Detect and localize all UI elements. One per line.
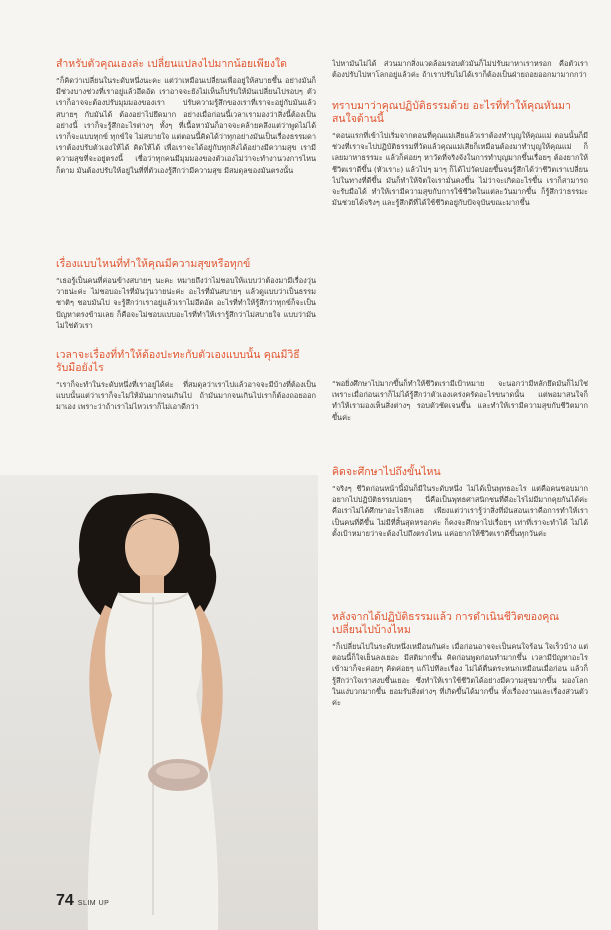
section-body: “ ก็คิดว่าเปลี่ยนในระดับหนึ่งนะคะ แต่ว่าเหมือนเปลี่ยนเพื่ออยู่ให้สบายขึ้น อย่างมันก็มีช่วงบางช่วงที่เราอยู่แล้วอึดอัด เราอาจจะยังไม่เห็นก็ปรับให้มันเปลี่ยนไปรอบๆ ตัว เราก็อาจจะต้องปรับมุมมองของเรา ปรับความรู้สึกของเราที่เราจะอยู่กับมันแล้วสบายๆ กับมันได้ ต้องอย่าไปยึดมาก อย่างเมื่อก่อนนี้เวลาเรามองว่าสิ่งนี้ต้องเป็นอย่างนี้ เราก็จะรู้สึกอะไรต่างๆ ทั้งๆ ที่เนื้อหามันก็อาจจะคล้ายคลึงแต่ว่าพูดไม่ได้ เราก็จะแบบทุกข์ ทุกข์ใจ ไม่สบายใจ แต่ตอนนี้คิดได้ว่าทุกอย่างมันเป็นเรื่องธรรมดา เราต้องปรับตัวเองให้ได้ คิดให้ได้ เพื่อเราจะได้อยู่กับทุกสิ่งได้อย่างมีความสุข เรามีความสุขที่จะอยู่ตรงนี้ เชื่อว่าทุกคนมีมุมมองของตัวเองไม่ว่าจะทำงานวงการไหนก็ตาม มันต้องปรับให้อยู่ในที่ที่ตัวเองรู้สึกว่ามีความสุข มีสมดุลของมันตรงนั้น (56, 75, 316, 250)
section-conflict (56, 349, 316, 439)
section-body: “ ก็เปลี่ยนไปในระดับหนึ่งเหมือนกันค่ะ เมื่อก่อนอาจจะเป็นคนใจร้อน ใจเร็วบ้าง แต่ตอนนี้ก็ใจเย็นลงเยอะ มีสติมากขึ้น คิดก่อนพูดก่อนทำมากขึ้น เวลามีปัญหาอะไรเข้ามาก็จะค่อยๆ คิดค่อยๆ แก้ไปทีละเรื่อง ไม่ได้ตื่นตระหนกเหมือนเมื่อก่อน แล้วก็รู้สึกว่าใจเราสงบขึ้นเยอะ ซึ่งทำให้เราใช้ชีวิตได้อย่างมีความสุขมากขึ้น มองโลกในแง่บวกมากขึ้น ยอมรับสิ่งต่างๆ ที่เกิดขึ้นได้มากขึ้น ทั้งเรื่องงานและเรื่องส่วนตัวค่ะ (332, 641, 588, 791)
left-column (56, 58, 316, 447)
section-heading: เรื่องแบบไหนที่ทำให้คุณมีความสุขหรือทุกข์ (56, 258, 251, 270)
section-body: “ เราก็จะทำในระดับหนึ่งที่เราอยู่ได้ค่ะ ที่สมดุลว่าเราไปแล้วอาจจะมีบ้างที่ต้องเป็นแบบนั้นแต่ว่าเราก็จะไม่ให้มันมากจนเกินไป ถ้ามันมากจนเกินไปเราก็ต้องถอยออกมาเอง เพราะว่าถ้าเราไม่ไหวเราก็ไม่เอาดีกว่า (56, 379, 316, 439)
right-column (332, 58, 588, 799)
section-heading: เวลาจะเรื่องที่ทำให้ต้องปะทะกับตัวเองแบบนั้น คุณมีวิธีรับมือยังไร (56, 349, 300, 374)
page-number: 74 (56, 892, 74, 909)
section-heading: หลังจากได้ปฏิบัติธรรมแล้ว การดำเนินชีวิตของคุณเปลี่ยนไปบ้างไหม (332, 611, 560, 636)
section-happiness (56, 258, 316, 341)
section-heading: สำหรับตัวคุณเองล่ะ เปลี่ยนแปลงไปมากน้อยเพียงใด (56, 58, 287, 70)
section-body: “ จริงๆ ชีวิตก่อนหน้านี้มันก็มีในระดับหนึ่ง ไม่ได้เป็นพุทธอะไร แต่คือคนชอบมากอยากไปปฏิบัติธรรมบ่อยๆ นี่คือเป็นพุทธศาสนิกชนที่ดีอะไรไม่มีมากคุยกันได้ค่ะ คือเราไม่ได้ศึกษาอะไรลึกเลย เพียงแต่ว่าเรารู้ว่าสิ่งที่มันสอนเราคือการทำให้เราเป็นคนที่ดีขึ้น ไม่มีที่สิ้นสุดหรอกค่ะ ก็คงจะศึกษาไปเรื่อยๆ เท่าที่เราจะทำได้ ไม่ได้ตั้งเป้าหมายว่าจะต้องไปถึงตรงไหน แค่อยากให้ชีวิตเราดีขึ้นทุกวันค่ะ (332, 483, 588, 603)
model-photo (0, 475, 318, 930)
page-footer (56, 892, 109, 910)
magazine-name: SLIM UP (77, 900, 110, 907)
section-heading: คิดจะศึกษาไปถึงขั้นไหน (332, 466, 441, 478)
section-change (56, 58, 316, 250)
section-body: “ เธอรู้เป็นคนที่ค่อนข้างสบายๆ นะคะ หมายถึงว่าไม่ชอบให้แบบว่าต้องมามีเรื่องวุ่นวายน่ะค่ะ ไม่ชอบอะไรที่มันวุ่นวายน่ะค่ะ อะไรที่มันสบายๆ แล้วดูแบบว่าเป็นธรรมชาติๆ ชอบมันไป จะรู้สึกว่าเราอยู่แล้วเราไม่อึดอัด อะไรที่ทำให้รู้สึกว่าทุกข์ก็จะเป็นปัญหาตรงข้ามเลย ก็คือจะไม่ชอบแบบอะไรที่ทำให้เรารู้สึกว่าไม่สบายใจ แบบว่ามันไม่ใช่ตัวเรา (56, 275, 316, 341)
section-body: “ ตอนแรกที่เข้าไปเริ่มจากตอนที่คุณแม่เสียแล้วเราต้องทำบุญให้คุณแม่ ตอนนั้นก็มีช่วงที่เราจะไปปฏิบัติธรรมที่วัดแล้วคุณแม่เสียก็เหมือนต้องมาทำบุญให้คุณแม่ ก็เลยมาหาธรรมะ แล้วก็ค่อยๆ หาวัดที่จริงจังในการทำบุญมากขึ้นเรื่อยๆ ต้องยากให้ชีวิตเราดีขึ้น (หัวเราะ) แล้วไปๆ มาๆ ก็ได้ไปวัดบ่อยขึ้นจนรู้สึกได้ว่าชีวิตเราเปลี่ยนไปในทางที่ดีขึ้น มันก็ทำให้จิตใจเรามั่นคงขึ้น ไม่ว่าจะเกิดอะไรขึ้น เราก็สามารถจะรับมือได้ ทำให้เรามีความสุขกับการใช้ชีวิตในแต่ละวันมากขึ้น ก็รู้สึกว่าธรรมะมันช่วยได้จริงๆ และรู้สึกดีที่ได้ใช้ชีวิตอยู่กับปัจจุบันขณะมากขึ้น (332, 130, 588, 370)
woman-in-white-dress-illustration (0, 475, 318, 930)
section-heading: ทราบมาว่าคุณปฏิบัติธรรมด้วย อะไรที่ทำให้คุณหันมาสนใจด้านนี้ (332, 100, 571, 125)
continued-body: ไปหามันไม่ได้ ส่วนมากสิ่งแวดล้อมรอบตัวมันก็ไม่ปรับมาหาเราหรอก คือตัวเราต้องปรับไปหาโลกอยู่แล้วค่ะ ถ้าเราปรับไม่ได้เราก็ต้องเป็นฝ่ายถอยออกมามากกว่า (332, 59, 588, 80)
section-body: “ พอยิ่งศึกษาไปมากขึ้นก็ทำให้ชีวิตเรามีเป้าหมาย จะนอกว่ามีหลักยึดมันก็ไม่ใช่เพราะเมื่อก่อนเราก็ไม่ได้รู้สึกว่าตัวเองเคร่งครัดอะไรขนาดนั้น แต่พอมาสนใจก็ทำให้เรามองเห็นสิ่งต่างๆ รอบตัวชัดเจนขึ้น และทำให้เรามีความสุขกับชีวิตมากขึ้นค่ะ (332, 378, 588, 458)
